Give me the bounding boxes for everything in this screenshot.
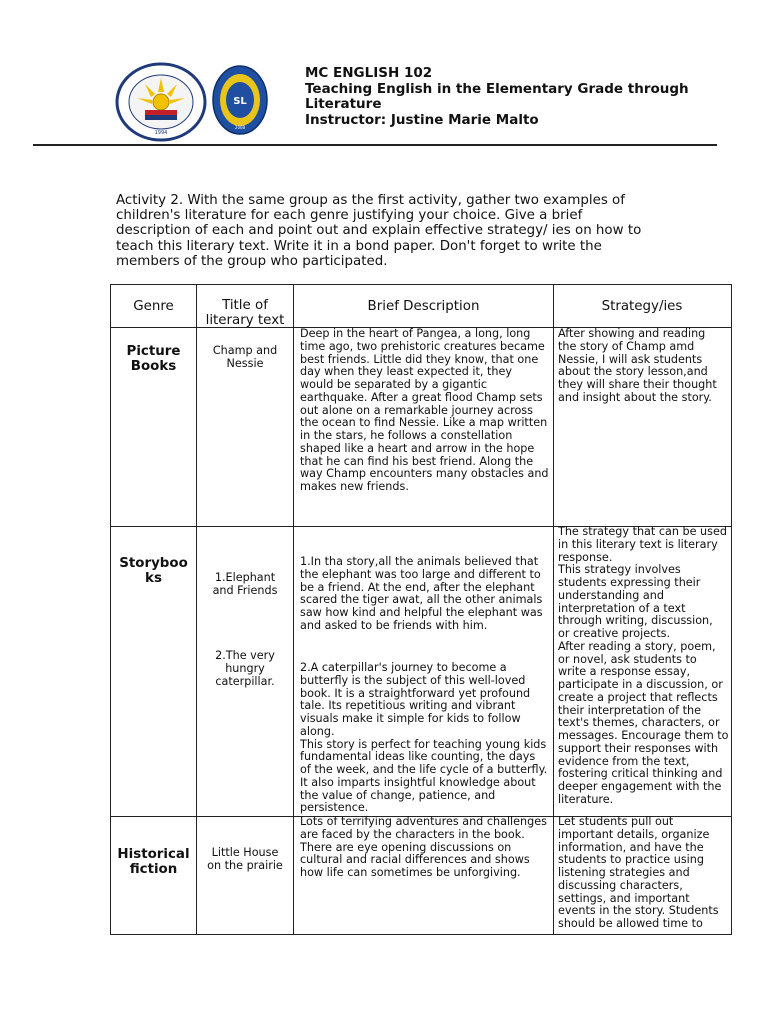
description-line: This story is perfect for teaching young kids bbox=[300, 737, 547, 751]
strategy-line: The strategy that can be used bbox=[558, 525, 727, 538]
title-line: hungry bbox=[225, 662, 265, 675]
course-code: MC ENGLISH 102 bbox=[305, 65, 433, 81]
description-line: the value of change, patience, and bbox=[300, 788, 496, 802]
strategy-line: important details, organize bbox=[558, 827, 710, 841]
description-line: of the week, and the life cycle of a butterfly. bbox=[300, 763, 548, 776]
table-column-divider bbox=[293, 284, 294, 934]
description-line: how life can sometimes be unforgiving. bbox=[300, 866, 521, 879]
title-line: and Friends bbox=[212, 584, 278, 597]
table-column-divider bbox=[553, 284, 554, 934]
ched-seal-year: 1994 bbox=[154, 130, 168, 136]
strategy-line: they will share their thought bbox=[558, 378, 717, 391]
strategy-line: support their responses with bbox=[558, 741, 719, 755]
description-line: makes new friends. bbox=[300, 480, 409, 493]
strategy-line: students expressing their bbox=[558, 576, 701, 589]
genre-label: ks bbox=[145, 571, 162, 586]
genre-cell bbox=[111, 847, 196, 877]
description-line: saw how kind and helpful the elephant was bbox=[300, 606, 543, 619]
description-line: way Champ encounters many obstacles and bbox=[300, 467, 549, 481]
description-line: Deep in the heart of Pangea, a long, long bbox=[300, 327, 531, 340]
description-line: in the stars, he follows a constellation bbox=[300, 429, 513, 442]
column-header-genre: Genre bbox=[133, 299, 174, 314]
document-header bbox=[305, 66, 768, 128]
strategy-line: fostering critical thinking and bbox=[558, 767, 723, 781]
title-line: Champ and bbox=[212, 344, 278, 357]
description-line: and asked to be friends with him. bbox=[300, 618, 488, 632]
column-header-title-line: literary text bbox=[205, 313, 285, 328]
description-cell bbox=[300, 556, 543, 633]
strategy-line: information, and have the bbox=[558, 840, 704, 854]
strategy-line: create a project that reflects bbox=[558, 690, 718, 704]
title-cell bbox=[197, 571, 293, 597]
description-line: that he can find his best friend. Along the bbox=[300, 454, 534, 468]
title-line: caterpillar. bbox=[215, 675, 275, 688]
description-line: earthquake. After a great flood Champ sets bbox=[300, 390, 543, 404]
strategy-line: response. bbox=[558, 550, 613, 564]
genre-cell bbox=[111, 556, 196, 586]
strategy-line: deeper engagement with the bbox=[558, 780, 722, 793]
genre-label: Historical bbox=[117, 847, 190, 862]
description-line: It also imparts insightful knowledge about bbox=[300, 775, 536, 789]
title-line: 2.The very bbox=[215, 649, 275, 662]
title-cell bbox=[197, 649, 293, 688]
description-cell bbox=[300, 816, 547, 880]
strategy-line: or novel, ask students to bbox=[558, 652, 697, 666]
genre-label: fiction bbox=[129, 862, 178, 877]
description-cell bbox=[300, 328, 549, 494]
activity-line: Activity 2. With the same group as the first activity, gather two examples of bbox=[116, 193, 625, 208]
strategy-line: through writing, discussion, bbox=[558, 614, 713, 628]
strategy-line: discussing characters, bbox=[558, 878, 683, 892]
strategy-line: and insight about the story. bbox=[558, 390, 712, 404]
strategy-line: text's themes, characters, or bbox=[558, 716, 720, 730]
header-divider bbox=[33, 144, 717, 146]
title-line: 1.Elephant bbox=[214, 571, 276, 584]
strategy-line: write a response essay, bbox=[558, 665, 691, 679]
strategy-line: messages. Encourage them to bbox=[558, 729, 729, 742]
description-line: scared the tiger awat, all the other animals bbox=[300, 593, 543, 607]
column-header-description: Brief Description bbox=[367, 299, 480, 314]
activity-line: members of the group who participated. bbox=[116, 253, 388, 269]
strategy-line: or creative projects. bbox=[558, 627, 671, 640]
genre-label: Storyboo bbox=[119, 556, 188, 571]
strategy-line: about the story lesson,and bbox=[558, 365, 708, 379]
course-title: Teaching English in the Elementary Grade through Literature bbox=[305, 80, 689, 112]
description-line: book. It is a straightforward yet profound bbox=[300, 686, 531, 700]
table-column-divider bbox=[196, 284, 197, 934]
strategy-line: events in the story. Students bbox=[558, 904, 719, 918]
strategy-line: Let students pull out bbox=[558, 815, 674, 828]
description-line: out alone on a remarkable journey across bbox=[300, 403, 533, 417]
description-line: cultural and racial differences and shows bbox=[300, 853, 530, 867]
title-line: Nessie bbox=[226, 357, 264, 370]
title-cell bbox=[197, 344, 293, 370]
description-line: be a friend. At the end, after the elephant bbox=[300, 580, 535, 594]
strategy-line: literature. bbox=[558, 792, 614, 806]
strategy-line: the story of Champ amd bbox=[558, 339, 695, 353]
strategy-line: Nessie, I will ask students bbox=[558, 352, 703, 366]
title-line: Little House bbox=[211, 846, 279, 859]
school-seal-logo bbox=[212, 64, 268, 136]
strategy-cell bbox=[558, 328, 717, 405]
activity-line: teach this literary text. Write it in a bond paper. Don't forget to write the bbox=[116, 238, 602, 254]
strategy-line: students to practice using bbox=[558, 853, 704, 867]
description-line: butterfly is the subject of this well-loved bbox=[300, 673, 526, 687]
genre-cell bbox=[111, 344, 196, 374]
instructor-name: Instructor: Justine Marie Malto bbox=[305, 111, 539, 128]
description-line: day when they least expected it, they bbox=[300, 365, 513, 379]
activity-instructions bbox=[116, 193, 656, 269]
column-header-strategy: Strategy/ies bbox=[601, 299, 683, 314]
description-line: Lots of terrifying adventures and challenges bbox=[300, 815, 547, 828]
description-line: tale. Its repetitious writing and vibrant bbox=[300, 699, 516, 713]
description-line: persistence. bbox=[300, 801, 369, 815]
description-line: fundamental ideas like counting, the days bbox=[300, 750, 536, 764]
strategy-line: in this literary text is literary bbox=[558, 537, 718, 551]
strategy-line: evidence from the text, bbox=[558, 754, 690, 768]
title-cell bbox=[197, 846, 293, 872]
description-line: would be separated by a gigantic bbox=[300, 378, 488, 391]
ched-seal-logo bbox=[115, 62, 207, 142]
description-line: the elephant was too large and different to bbox=[300, 567, 541, 581]
description-line: There are eye opening discussions on bbox=[300, 840, 512, 854]
strategy-line: This strategy involves bbox=[558, 563, 681, 577]
strategy-line: their interpretation of the bbox=[558, 703, 701, 717]
strategy-line: understanding and bbox=[558, 588, 664, 602]
strategy-line: listening strategies and bbox=[558, 866, 690, 879]
description-line: best friends. Little did they know, that one bbox=[300, 352, 539, 366]
title-line: on the prairie bbox=[207, 859, 283, 872]
genre-label: Books bbox=[130, 359, 177, 374]
strategy-line: After showing and reading bbox=[558, 327, 706, 340]
school-seal-year: 2008 bbox=[234, 125, 246, 130]
strategy-line: After reading a story, poem, bbox=[558, 639, 716, 653]
strategy-line: participate in a discussion, or bbox=[558, 678, 723, 691]
description-line: time ago, two prehistoric creatures became bbox=[300, 339, 545, 353]
description-line: shaped like a heart and arrow in the hope bbox=[300, 441, 535, 455]
description-line: along. bbox=[300, 724, 335, 738]
strategy-cell bbox=[558, 816, 719, 931]
strategy-cell bbox=[558, 526, 729, 807]
column-header-title-line: Title of bbox=[222, 298, 268, 313]
strategy-line: interpretation of a text bbox=[558, 601, 686, 615]
description-line: visuals make it simple for kids to follow bbox=[300, 712, 521, 725]
activity-line: description of each and point out and explain effective strategy/ ies on how to bbox=[116, 223, 642, 239]
strategy-line: settings, and important bbox=[558, 891, 690, 905]
strategy-line: should be allowed time to bbox=[558, 917, 703, 930]
description-cell bbox=[300, 662, 547, 815]
description-line: 1.In tha story,all the animals believed that bbox=[300, 555, 539, 568]
description-line: the ocean to find Nessie. Like a map written bbox=[300, 416, 548, 430]
description-line: 2.A caterpillar's journey to become a bbox=[300, 661, 507, 674]
school-seal-initials: SL bbox=[233, 96, 247, 107]
description-line: are faced by the characters in the book. bbox=[300, 827, 525, 841]
genre-label: Picture bbox=[126, 344, 181, 359]
activity-line: children's literature for each genre justifying your choice. Give a brief bbox=[116, 208, 583, 224]
column-header-title bbox=[197, 298, 293, 328]
